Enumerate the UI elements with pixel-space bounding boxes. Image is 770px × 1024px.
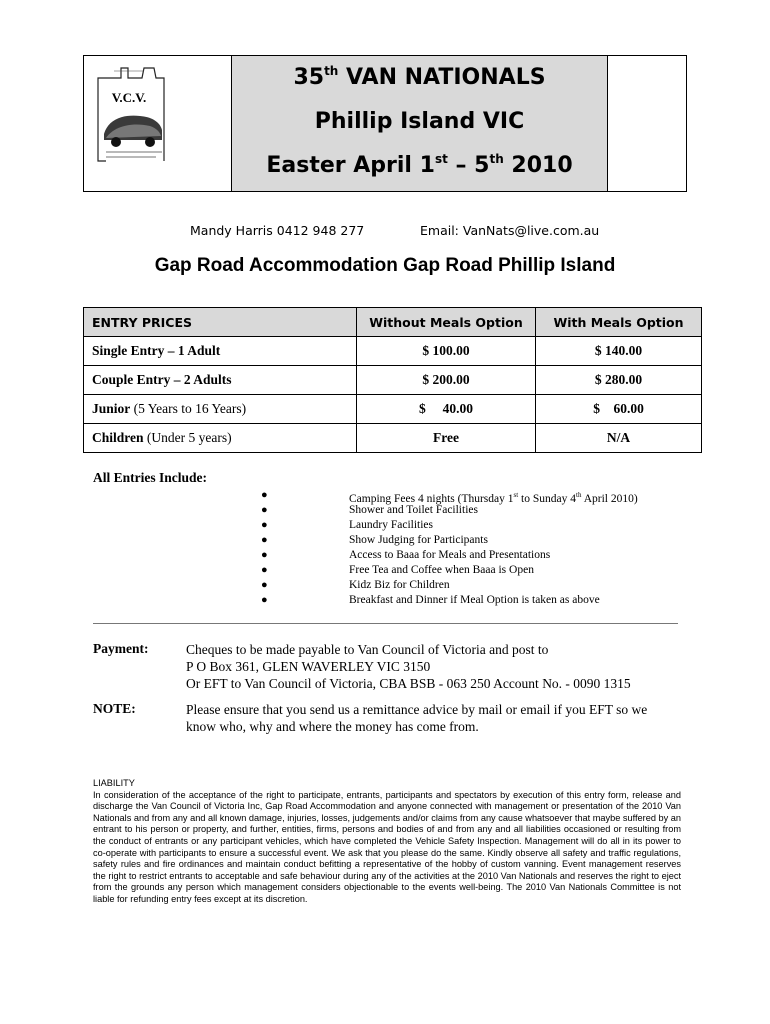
table-row — [84, 366, 702, 395]
liability-text: In consideration of the acceptance of the right to participate, entrants, participants and spectators by execution of this entry form, release and discharge the Van Council of Victoria Inc, Gap Road Accommodation and anyone connected with management or presentation of the 2010 Van Nationals and from any and all known damage, injuries, losses, judgements and/or claims from any cause whatsoever that maybe suffered by an entrant to his person or property, and further, entities, firms, persons and bodies of and from any and all liabilities occasioned or resulting from the conduct of entrants or any participant vehicles, which have completed the Vehicle Safety Inspection. Management will do all in its power to co-operate with participants to ensure a successful event. We ask that you please do the same. Kindly observe all safety and traffic regulations, safety rules and fire ordinances and maintain conduct befitting a representative of the hobby of custom vanning. Event management reserves the right to restrict entrants to acceptable and safe behaviour during any of the activities at the 2010 Van Nationals and reserves the right to eject from the grounds any person which management considers objectionable to the events well-being. The 2010 Van Nationals Committee is not liable for refunding entry fees except at its discretion. — [93, 789, 681, 904]
list-item: ● Camping Fees 4 nights (Thursday 1st to Sunday 4th April 2010) — [261, 489, 638, 505]
table-row — [84, 337, 702, 366]
divider — [93, 623, 678, 624]
contact-name-phone: Mandy Harris 0412 948 277 — [190, 223, 365, 238]
header-blank-cell — [608, 56, 686, 191]
table-header-cell: Without Meals Option — [357, 308, 536, 337]
bullet-icon: ● — [261, 549, 268, 561]
liability-title: LIABILITY — [93, 778, 135, 788]
bullet-icon: ● — [261, 489, 268, 501]
contact-email: Email: VanNats@live.com.au — [420, 223, 600, 238]
payment-details — [186, 641, 631, 692]
bullet-icon: ● — [261, 534, 268, 546]
price-without-meals: $ 40.00 — [357, 395, 536, 424]
table-header-row — [84, 308, 702, 337]
bullet-icon: ● — [261, 579, 268, 591]
vcv-logo-graphic — [84, 56, 231, 193]
table-row — [84, 424, 702, 453]
note-line: know who, why and where the money has come from. — [186, 719, 479, 734]
includes-list — [258, 488, 638, 608]
price-with-meals: N/A — [536, 424, 702, 453]
table-header-cell: With Meals Option — [536, 308, 702, 337]
table-header-cell: ENTRY PRICES — [84, 308, 357, 337]
event-location: Phillip Island VIC — [314, 109, 525, 134]
list-item: ● Kidz Biz for Children — [261, 579, 450, 591]
table-row — [84, 395, 702, 424]
entry-type-cell: Single Entry – 1 Adult — [84, 337, 357, 366]
list-item: ● Show Judging for Participants — [261, 534, 488, 546]
bullet-icon: ● — [261, 564, 268, 576]
logo-text: V.C.V. — [111, 90, 147, 105]
entry-type-cell: Children (Under 5 years) — [84, 424, 357, 453]
vcv-logo — [84, 56, 232, 191]
price-without-meals: $ 200.00 — [357, 366, 536, 395]
entry-type-cell: Junior (5 Years to 16 Years) — [84, 395, 357, 424]
payment-line: Or EFT to Van Council of Victoria, CBA BSB - 063 250 Account No. - 0090 1315 — [186, 676, 631, 691]
price-without-meals: Free — [357, 424, 536, 453]
bullet-icon: ● — [261, 504, 268, 516]
list-item: ● Breakfast and Dinner if Meal Option is taken as above — [261, 594, 600, 606]
note-text — [186, 701, 647, 735]
note-line: Please ensure that you send us a remittance advice by mail or email if you EFT so we — [186, 702, 648, 717]
price-with-meals: $ 60.00 — [536, 395, 702, 424]
note-label: NOTE: — [93, 701, 136, 716]
list-item: ● Free Tea and Coffee when Baaa is Open — [261, 564, 534, 576]
list-item: ● Access to Baaa for Meals and Presentations — [261, 549, 551, 561]
entry-prices-table — [83, 307, 702, 453]
liability-section — [93, 778, 681, 906]
event-title: 35th VAN NATIONALS — [293, 64, 546, 90]
price-with-meals: $ 280.00 — [536, 366, 702, 395]
list-item: ● Shower and Toilet Facilities — [261, 504, 478, 516]
payment-label: Payment: — [93, 641, 149, 656]
event-title-block — [232, 56, 608, 191]
payment-line: P O Box 361, GLEN WAVERLEY VIC 3150 — [186, 659, 431, 674]
includes-title: All Entries Include: — [93, 470, 208, 485]
header-box — [83, 55, 687, 192]
list-item: ● Laundry Facilities — [261, 519, 433, 531]
payment-line: Cheques to be made payable to Van Council of Victoria and post to — [186, 642, 549, 657]
bullet-icon: ● — [261, 594, 268, 606]
price-without-meals: $ 100.00 — [357, 337, 536, 366]
bullet-icon: ● — [261, 519, 268, 531]
venue-title: Gap Road Accommodation Gap Road Phillip Island — [154, 255, 616, 276]
price-with-meals: $ 140.00 — [536, 337, 702, 366]
event-dates: Easter April 1st – 5th 2010 — [266, 152, 573, 178]
entry-type-cell: Couple Entry – 2 Adults — [84, 366, 357, 395]
